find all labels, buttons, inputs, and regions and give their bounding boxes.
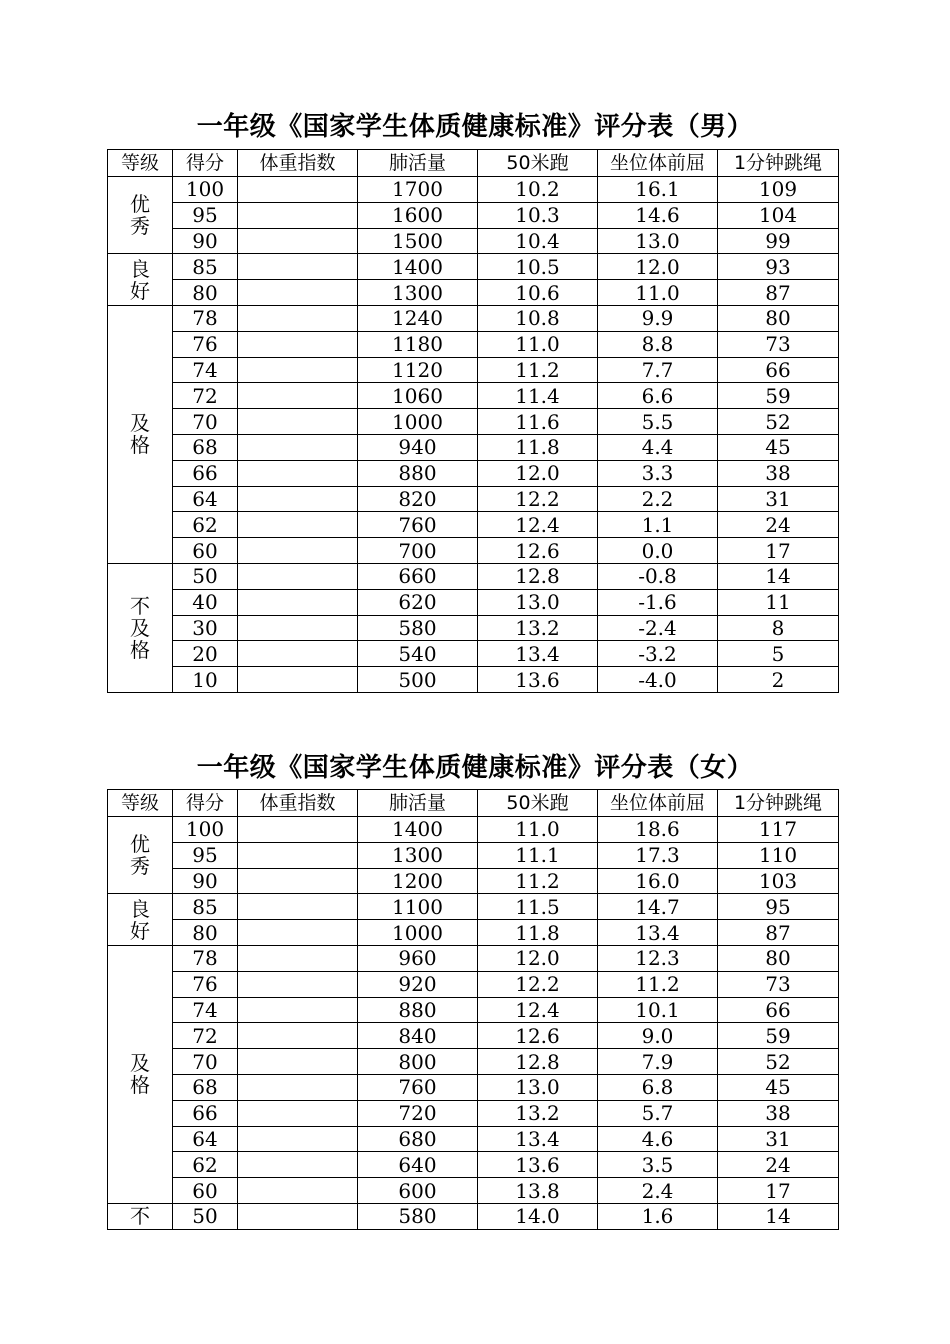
table-cell [238, 971, 358, 997]
table-cell: 20 [173, 641, 238, 667]
table-header-row [108, 150, 839, 177]
table-cell: 80 [718, 945, 839, 971]
table-cell: -2.4 [598, 615, 718, 641]
table-cell: 12.4 [478, 512, 598, 538]
table-cell: 10.4 [478, 228, 598, 254]
table-cell: 13.4 [478, 641, 598, 667]
grade-cell [108, 177, 173, 254]
table-cell: -0.8 [598, 563, 718, 589]
table-cell [238, 1100, 358, 1126]
table-cell [238, 641, 358, 667]
table-cell: 9.0 [598, 1023, 718, 1049]
column-header: 坐位体前屈 [598, 150, 718, 177]
table-row [108, 894, 839, 920]
grade-cell [108, 254, 173, 306]
grade-label: 良好 [130, 896, 150, 943]
table-cell: 8.8 [598, 331, 718, 357]
table-cell: 960 [358, 945, 478, 971]
table-cell: 87 [718, 280, 839, 306]
table-cell [238, 383, 358, 409]
table-row [108, 434, 839, 460]
column-header: 等级 [108, 150, 173, 177]
table-cell: 7.7 [598, 357, 718, 383]
table-cell: 80 [718, 305, 839, 331]
grade-label: 不及格 [130, 593, 150, 662]
table-cell [238, 434, 358, 460]
table-cell [238, 894, 358, 920]
table-cell: 1120 [358, 357, 478, 383]
table-cell: 52 [718, 409, 839, 435]
table-cell: 59 [718, 1023, 839, 1049]
table-cell: 1180 [358, 331, 478, 357]
table-cell: 24 [718, 512, 839, 538]
grade-label: 良好 [130, 256, 150, 303]
table-cell: 11.2 [478, 868, 598, 894]
table-row [108, 563, 839, 589]
table-cell: 11.5 [478, 894, 598, 920]
table-cell: 14.6 [598, 202, 718, 228]
table-cell: 11.0 [598, 280, 718, 306]
table-cell [238, 228, 358, 254]
table-cell: 14.0 [478, 1203, 598, 1229]
table-cell [238, 868, 358, 894]
table-cell: 720 [358, 1100, 478, 1126]
table-cell: 840 [358, 1023, 478, 1049]
table-cell: 66 [173, 460, 238, 486]
table-cell: 12.0 [478, 945, 598, 971]
table-cell: 620 [358, 589, 478, 615]
table-row [108, 254, 839, 280]
table-cell: 12.0 [598, 254, 718, 280]
table-cell: -3.2 [598, 641, 718, 667]
column-header: 肺活量 [358, 150, 478, 177]
table-cell: 5 [718, 641, 839, 667]
table-cell: 13.6 [478, 667, 598, 693]
table-cell: 17 [718, 1178, 839, 1204]
table-row [108, 1023, 839, 1049]
table-row [108, 1049, 839, 1075]
table-cell: 8 [718, 615, 839, 641]
table-cell: 5.7 [598, 1100, 718, 1126]
table-cell: -1.6 [598, 589, 718, 615]
table-cell: 640 [358, 1152, 478, 1178]
table-cell: 76 [173, 331, 238, 357]
table-cell: 70 [173, 1049, 238, 1075]
table-cell [238, 202, 358, 228]
table-cell: 68 [173, 434, 238, 460]
table-cell: 2.2 [598, 486, 718, 512]
column-header: 50米跑 [478, 150, 598, 177]
table-cell: 10.5 [478, 254, 598, 280]
table-cell: 52 [718, 1049, 839, 1075]
table-cell: 95 [718, 894, 839, 920]
table-cell: 31 [718, 1126, 839, 1152]
table-cell: 10.6 [478, 280, 598, 306]
table-cell: 1060 [358, 383, 478, 409]
table-cell: 45 [718, 434, 839, 460]
table-header-row [108, 790, 839, 817]
table-cell [238, 254, 358, 280]
table-cell [238, 817, 358, 843]
grade-label: 优秀 [130, 832, 150, 879]
table-cell [238, 357, 358, 383]
score-table-male [107, 149, 839, 693]
column-header: 坐位体前屈 [598, 790, 718, 817]
table-cell: 11.8 [478, 920, 598, 946]
table-cell: 2 [718, 667, 839, 693]
table-cell: 16.1 [598, 177, 718, 203]
table-cell: 11.0 [478, 817, 598, 843]
grade-label: 及格 [130, 1051, 150, 1098]
table-cell: 78 [173, 305, 238, 331]
table-cell: 103 [718, 868, 839, 894]
table-row [108, 357, 839, 383]
table-cell: 95 [173, 842, 238, 868]
table-cell: 90 [173, 228, 238, 254]
table-cell: 85 [173, 894, 238, 920]
table-cell: 820 [358, 486, 478, 512]
table-cell: 7.9 [598, 1049, 718, 1075]
table-cell: 10.3 [478, 202, 598, 228]
table-cell: 1500 [358, 228, 478, 254]
table-cell: 1400 [358, 254, 478, 280]
table-cell: 17 [718, 538, 839, 564]
table-cell: 13.6 [478, 1152, 598, 1178]
column-header: 50米跑 [478, 790, 598, 817]
table-cell: 11.8 [478, 434, 598, 460]
column-header: 1分钟跳绳 [718, 790, 839, 817]
table-cell: 12.4 [478, 997, 598, 1023]
table-cell: 76 [173, 971, 238, 997]
table-cell: 13.2 [478, 615, 598, 641]
table-cell: 700 [358, 538, 478, 564]
table-cell [238, 615, 358, 641]
table-cell: 14 [718, 563, 839, 589]
table-cell: 117 [718, 817, 839, 843]
table-cell: 30 [173, 615, 238, 641]
table-cell: 50 [173, 1203, 238, 1229]
table-cell: 500 [358, 667, 478, 693]
table-row [108, 997, 839, 1023]
table-row [108, 842, 839, 868]
table-cell [238, 177, 358, 203]
table-row [108, 331, 839, 357]
table-cell: 72 [173, 1023, 238, 1049]
table-cell: 1200 [358, 868, 478, 894]
table-cell [238, 842, 358, 868]
table-cell: 10.8 [478, 305, 598, 331]
table-row [108, 538, 839, 564]
table-cell: 13.2 [478, 1100, 598, 1126]
table-row [108, 409, 839, 435]
table-cell: 540 [358, 641, 478, 667]
table-cell: 10.2 [478, 177, 598, 203]
table-cell: 600 [358, 1178, 478, 1204]
table-cell: 760 [358, 1074, 478, 1100]
table-row [108, 1203, 839, 1229]
table-cell [238, 997, 358, 1023]
table-cell [238, 945, 358, 971]
table-row [108, 383, 839, 409]
table-cell [238, 563, 358, 589]
table-cell: 12.0 [478, 460, 598, 486]
table-cell: 78 [173, 945, 238, 971]
table-cell: 0.0 [598, 538, 718, 564]
table-cell: 31 [718, 486, 839, 512]
table-cell: 1300 [358, 842, 478, 868]
table-cell: 11.2 [478, 357, 598, 383]
table-cell: 13.4 [598, 920, 718, 946]
table-cell: 12.3 [598, 945, 718, 971]
table-cell: 880 [358, 997, 478, 1023]
column-header: 得分 [173, 790, 238, 817]
table-cell [238, 538, 358, 564]
table-cell: 11.6 [478, 409, 598, 435]
table-row [108, 228, 839, 254]
table-cell: 99 [718, 228, 839, 254]
table-row [108, 589, 839, 615]
table-cell: 109 [718, 177, 839, 203]
table-row [108, 305, 839, 331]
table-cell: 1240 [358, 305, 478, 331]
table-cell: 4.4 [598, 434, 718, 460]
table-cell: 45 [718, 1074, 839, 1100]
table-cell: 73 [718, 971, 839, 997]
page-title-male: 一年级《国家学生体质健康标准》评分表（男） [196, 112, 754, 142]
table-cell: 60 [173, 538, 238, 564]
table-cell [238, 409, 358, 435]
table-cell [238, 1178, 358, 1204]
table-cell: 16.0 [598, 868, 718, 894]
table-cell: 12.6 [478, 538, 598, 564]
table-cell: 38 [718, 460, 839, 486]
table-cell: 12.8 [478, 563, 598, 589]
table-row [108, 1152, 839, 1178]
column-header: 1分钟跳绳 [718, 150, 839, 177]
table-cell: 100 [173, 177, 238, 203]
table-cell: 66 [718, 357, 839, 383]
table-row [108, 280, 839, 306]
table-cell: 68 [173, 1074, 238, 1100]
table-row [108, 817, 839, 843]
table-cell: 80 [173, 280, 238, 306]
table-row [108, 177, 839, 203]
table-cell: 800 [358, 1049, 478, 1075]
table-row [108, 460, 839, 486]
grade-cell [108, 563, 173, 692]
table-cell: 13.0 [478, 589, 598, 615]
grade-cell [108, 894, 173, 946]
table-cell: 100 [173, 817, 238, 843]
table-cell: 10.1 [598, 997, 718, 1023]
table-cell [238, 486, 358, 512]
table-row [108, 920, 839, 946]
table-cell: 24 [718, 1152, 839, 1178]
table-cell [238, 460, 358, 486]
page-title-female: 一年级《国家学生体质健康标准》评分表（女） [196, 753, 754, 783]
table-row [108, 868, 839, 894]
table-cell: 13.0 [598, 228, 718, 254]
table-cell: 920 [358, 971, 478, 997]
table-cell [238, 1049, 358, 1075]
table-cell: 40 [173, 589, 238, 615]
table-cell: 85 [173, 254, 238, 280]
table-cell: 11.4 [478, 383, 598, 409]
table-cell: 73 [718, 331, 839, 357]
table-cell: 64 [173, 1126, 238, 1152]
table-cell: 880 [358, 460, 478, 486]
table-cell: 1600 [358, 202, 478, 228]
table-cell: 60 [173, 1178, 238, 1204]
table-cell: 74 [173, 997, 238, 1023]
table-cell: 3.3 [598, 460, 718, 486]
table-cell: 87 [718, 920, 839, 946]
table-cell: 1700 [358, 177, 478, 203]
table-cell: 14 [718, 1203, 839, 1229]
table-cell: 10 [173, 667, 238, 693]
grade-cell [108, 945, 173, 1203]
table-row [108, 1178, 839, 1204]
table-cell: 1000 [358, 409, 478, 435]
table-cell: 2.4 [598, 1178, 718, 1204]
table-row [108, 615, 839, 641]
table-cell: 13.4 [478, 1126, 598, 1152]
column-header: 等级 [108, 790, 173, 817]
table-row [108, 1100, 839, 1126]
score-table-female [107, 789, 839, 1230]
table-row [108, 945, 839, 971]
table-cell: 6.8 [598, 1074, 718, 1100]
table-cell: 760 [358, 512, 478, 538]
table-cell: 93 [718, 254, 839, 280]
column-header: 体重指数 [238, 790, 358, 817]
table-cell: 12.6 [478, 1023, 598, 1049]
table-cell: 64 [173, 486, 238, 512]
table-cell: 11 [718, 589, 839, 615]
table-cell: 66 [718, 997, 839, 1023]
table-cell: 3.5 [598, 1152, 718, 1178]
table-cell [238, 1126, 358, 1152]
table-cell: 11.0 [478, 331, 598, 357]
table-cell: 72 [173, 383, 238, 409]
table-cell [238, 1152, 358, 1178]
table-row [108, 486, 839, 512]
table-cell: 680 [358, 1126, 478, 1152]
table-cell: 70 [173, 409, 238, 435]
table-cell: 90 [173, 868, 238, 894]
table-cell: 59 [718, 383, 839, 409]
table-cell [238, 280, 358, 306]
table-cell [238, 667, 358, 693]
table-cell: 62 [173, 512, 238, 538]
table-cell: 74 [173, 357, 238, 383]
table-cell: 66 [173, 1100, 238, 1126]
grade-cell [108, 305, 173, 563]
column-header: 肺活量 [358, 790, 478, 817]
table-cell: 580 [358, 1203, 478, 1229]
table-cell: 4.6 [598, 1126, 718, 1152]
table-cell [238, 920, 358, 946]
table-cell: 1300 [358, 280, 478, 306]
grade-label: 不 [130, 1204, 150, 1229]
table-cell: 11.1 [478, 842, 598, 868]
table-cell: 13.0 [478, 1074, 598, 1100]
table-cell [238, 512, 358, 538]
table-cell: 17.3 [598, 842, 718, 868]
table-cell: 940 [358, 434, 478, 460]
table-row [108, 1126, 839, 1152]
table-row [108, 202, 839, 228]
table-row [108, 971, 839, 997]
table-cell: 95 [173, 202, 238, 228]
grade-label: 及格 [130, 411, 150, 458]
table-cell: -4.0 [598, 667, 718, 693]
table-cell: 38 [718, 1100, 839, 1126]
table-cell: 11.2 [598, 971, 718, 997]
table-cell: 80 [173, 920, 238, 946]
column-header: 体重指数 [238, 150, 358, 177]
table-cell: 110 [718, 842, 839, 868]
table-cell: 104 [718, 202, 839, 228]
table-cell [238, 1203, 358, 1229]
grade-cell [108, 1203, 173, 1229]
table-cell: 6.6 [598, 383, 718, 409]
grade-label: 优秀 [130, 192, 150, 239]
table-cell: 9.9 [598, 305, 718, 331]
table-cell: 14.7 [598, 894, 718, 920]
table-cell: 1.6 [598, 1203, 718, 1229]
table-cell: 1000 [358, 920, 478, 946]
column-header: 得分 [173, 150, 238, 177]
table-cell: 12.8 [478, 1049, 598, 1075]
table-row [108, 512, 839, 538]
table-cell: 5.5 [598, 409, 718, 435]
table-cell: 12.2 [478, 486, 598, 512]
table-cell: 1400 [358, 817, 478, 843]
table-cell: 18.6 [598, 817, 718, 843]
table-cell [238, 589, 358, 615]
table-cell: 580 [358, 615, 478, 641]
table-cell: 13.8 [478, 1178, 598, 1204]
table-cell: 62 [173, 1152, 238, 1178]
table-cell [238, 1023, 358, 1049]
table-cell [238, 1074, 358, 1100]
table-cell: 1100 [358, 894, 478, 920]
table-cell [238, 331, 358, 357]
table-cell: 1.1 [598, 512, 718, 538]
table-cell: 660 [358, 563, 478, 589]
table-cell [238, 305, 358, 331]
table-cell: 50 [173, 563, 238, 589]
table-row [108, 1074, 839, 1100]
table-row [108, 641, 839, 667]
table-row [108, 667, 839, 693]
grade-cell [108, 817, 173, 894]
table-cell: 12.2 [478, 971, 598, 997]
